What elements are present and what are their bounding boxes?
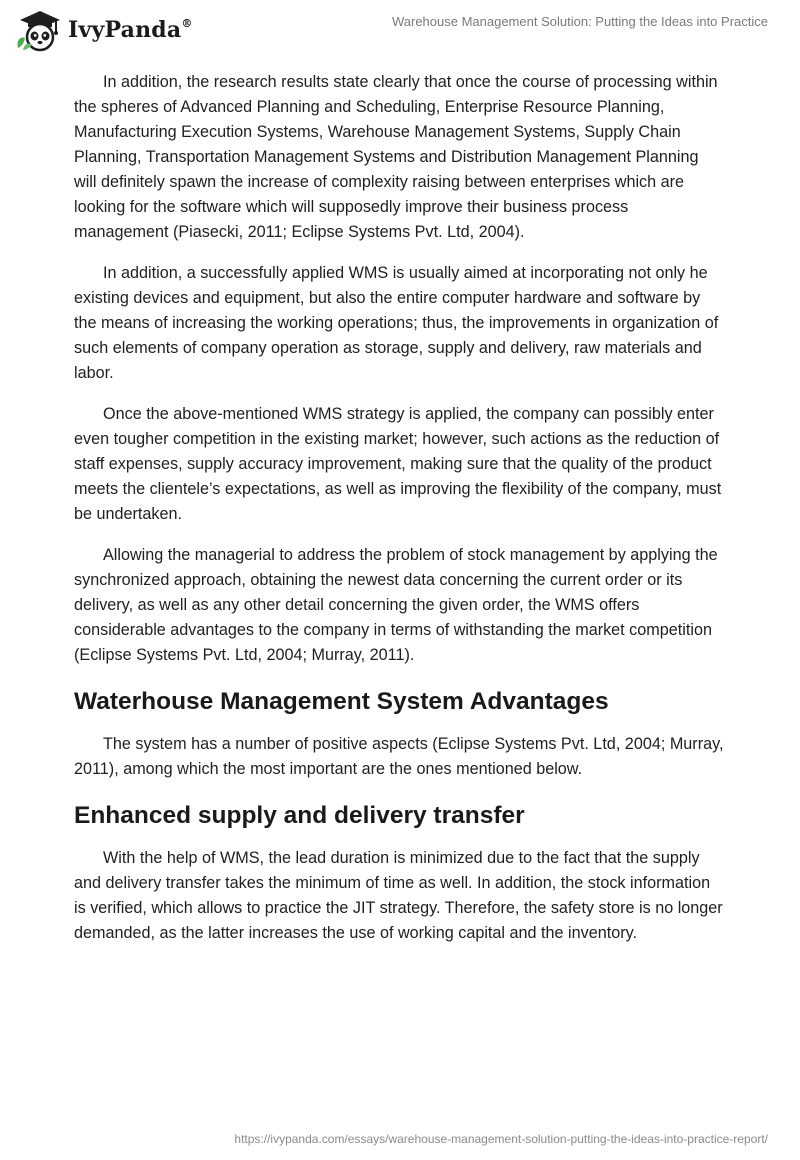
paragraph: With the help of WMS, the lead duration is minimized due to the fact that the supply and delivery transfer takes the minimum of time as well. In addition, the stock information is verified, which allows to practice the JIT strategy. Therefore, the safety store is no longer demanded, as the latter increases the use of working capital and the inventory. [74,849,723,942]
essay-body [74,70,724,962]
source-url-link[interactable]: https://ivypanda.com/essays/warehouse-management-solution-putting-the-ideas-into-practice-report/ [234,1132,768,1146]
page-header [0,0,800,60]
document-title: Warehouse Management Solution: Putting the Ideas into Practice [391,14,768,29]
panda-graduate-icon [14,8,62,52]
brand-logo[interactable] [14,8,193,52]
brand-name: IvyPanda® [68,16,193,43]
paragraph: In addition, the research results state clearly that once the course of processing within the spheres of Advanced Planning and Scheduling, Enterprise Resource Planning, Manufacturing Execution Systems, Warehouse Management Systems, Supply Chain Planning, Transportation Management Systems and Distribution Management Planning will definitely spawn the increase of complexity raising between enterprises which are looking for the software which will supposedly improve their business process management (Piasecki, 2011; Eclipse Systems Pvt. Ltd, 2004). [74,73,718,241]
section-heading-supply-delivery: Enhanced supply and delivery transfer [74,802,525,829]
paragraph: In addition, a successfully applied WMS is usually aimed at incorporating not only he existing devices and equipment, but also the entire computer hardware and software by the means of increasing the working operations; thus, the improvements in organization of such elements of company operation as storage, supply and delivery, raw materials and labor. [74,264,719,382]
paragraph: The system has a number of positive aspects (Eclipse Systems Pvt. Ltd, 2004; Murray, 2011), among which the most important are the ones mentioned below. [74,735,724,778]
paragraph: Allowing the managerial to address the problem of stock management by applying the synchronized approach, obtaining the newest data concerning the current order or its delivery, as well as any other detail concerning the given order, the WMS offers considerable advantages to the company in terms of withstanding the market competition (Eclipse Systems Pvt. Ltd, 2004; Murray, 2011). [74,546,718,664]
paragraph: Once the above-mentioned WMS strategy is applied, the company can possibly enter even tougher competition in the existing market; however, such actions as the reduction of staff expenses, supply accuracy improvement, making sure that the quality of the product meets the clientele’s expectations, as well as improving the flexibility of the company, must be undertaken. [74,405,722,523]
section-heading-advantages: Waterhouse Management System Advantages [74,688,609,715]
